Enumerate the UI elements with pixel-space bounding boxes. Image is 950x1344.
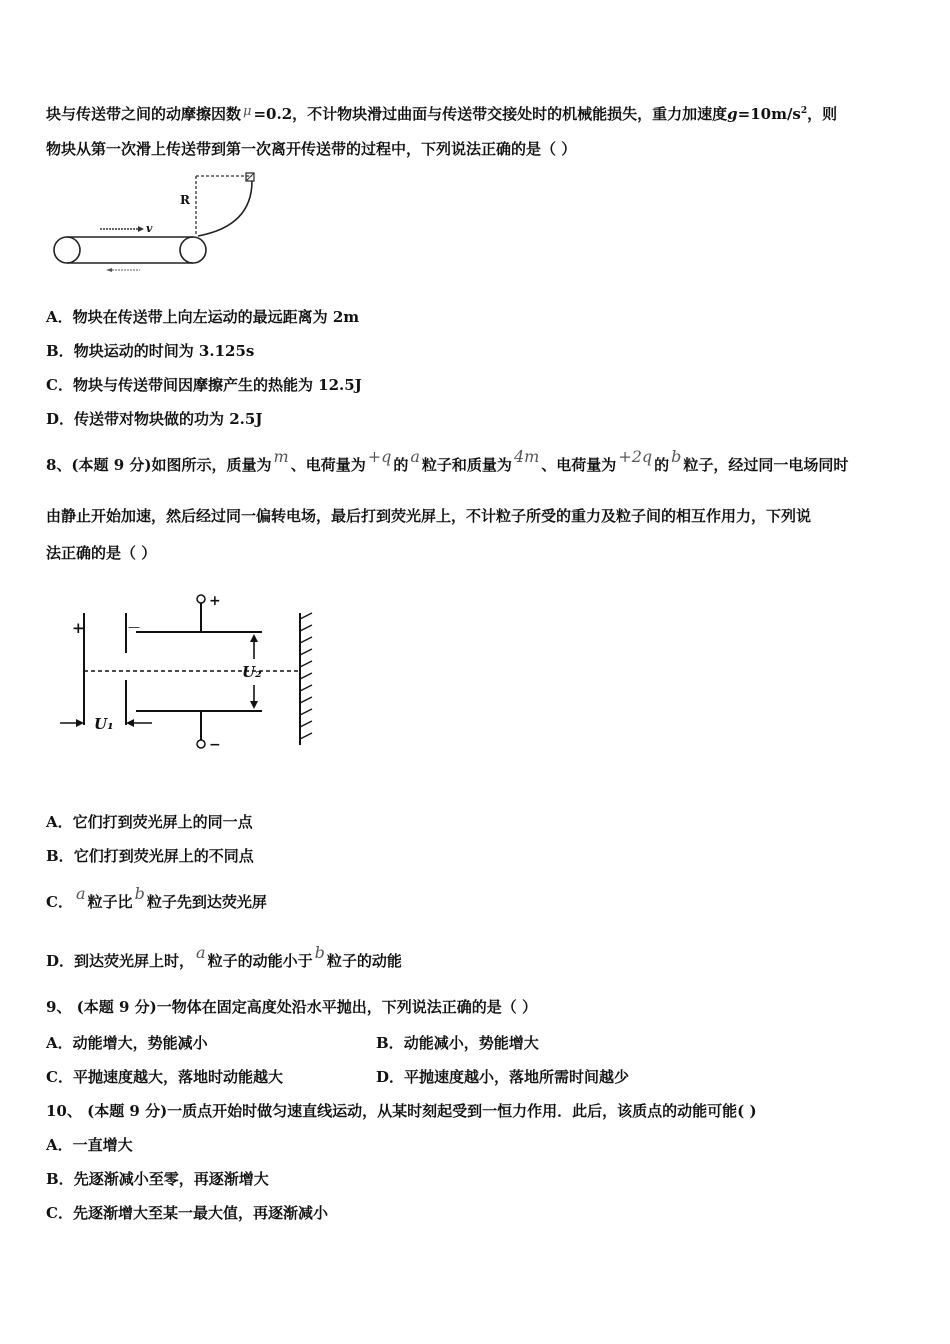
q8-option-c: C． a 粒子比 b 粒子先到达荧光屏 (46, 884, 267, 911)
q7-option-d: D．传送带对物块做的功为 2.5J (46, 410, 263, 428)
q9-option-b: B．动能减小，势能增大 (376, 1034, 539, 1052)
q9-stem: 9、 (本题 9 分)一物体在固定高度处沿水平抛出，下列说法正确的是（ ） (46, 998, 537, 1016)
q8-stem-line2: 由静止开始加速，然后经过同一偏转电场，最后打到荧光屏上，不计粒子所受的重力及粒子间的相互作用力，下列说 (46, 507, 812, 525)
left-roller (54, 237, 80, 263)
q10-stem: 10、 (本题 9 分)一质点开始时做匀速直线运动，从某时刻起受到一恒力作用．此后，该质点的动能可能( ) (46, 1102, 757, 1120)
u2-label: U₂ (242, 663, 262, 681)
symbol-b: b (314, 943, 325, 962)
terminal-minus (197, 740, 205, 748)
g-symbol: g (727, 105, 738, 123)
u1-label: U₁ (94, 715, 114, 733)
symbol-a: a (410, 447, 420, 466)
symbol-m: m (273, 447, 289, 466)
q10-option-a: A．一直增大 (46, 1136, 133, 1154)
q7-option-b: B．物块运动的时间为 3.125s (46, 342, 255, 360)
electric-field-figure (44, 585, 324, 775)
right-roller (180, 237, 206, 263)
q7-option-c: C．物块与传送带间因摩擦产生的热能为 12.5J (46, 376, 362, 394)
symbol-a: a (196, 943, 206, 962)
terminal-plus (197, 595, 205, 603)
q10-option-b: B．先逐渐减小至零，再逐渐增大 (46, 1170, 269, 1188)
velocity-label: v (146, 222, 153, 235)
symbol-plus-q: +q (367, 447, 392, 466)
conveyor-figure (48, 170, 263, 275)
q7-stem-line1: 块与传送带之间的动摩擦因数 μ =0.2，不计物块滑过曲面与传送带交接处时的机械能损失，重力加速度$g=10m/s^2$，则 (46, 104, 838, 123)
q8-option-a: A．它们打到荧光屏上的同一点 (46, 813, 253, 831)
symbol-b: b (671, 447, 682, 466)
accel-minus-sign: — (128, 620, 140, 634)
screen-hatching (300, 613, 312, 739)
q8-option-b: B．它们打到荧光屏上的不同点 (46, 847, 254, 865)
q8-stem-line3: 法正确的是（ ） (46, 544, 157, 562)
curved-surface (198, 181, 252, 236)
q10-option-c: C．先逐渐增大至某一最大值，再逐渐减小 (46, 1204, 328, 1222)
terminal-minus-label: − (209, 737, 221, 753)
symbol-plus-2q: +2q (618, 447, 653, 466)
q8-stem-line1: 8、(本题 9 分)如图所示，质量为 m 、电荷量为 +q 的 a 粒子和质量为 4m 、电荷量为 +2q 的 b 粒子，经过同一电场同时 (46, 447, 849, 474)
symbol-b: b (134, 884, 145, 903)
accel-plus-sign: + (72, 619, 85, 637)
terminal-plus-label: + (209, 593, 221, 609)
q7-stem-line2: 物块从第一次滑上传送带到第一次离开传送带的过程中，下列说法正确的是（ ） (46, 140, 577, 158)
mu-symbol: μ (243, 104, 252, 119)
q9-option-c: C．平抛速度越大，落地时动能越大 (46, 1068, 283, 1086)
symbol-a: a (76, 884, 86, 903)
q9-option-a: A．动能增大，势能减小 (46, 1034, 208, 1052)
q7-option-a: A．物块在传送带上向左运动的最远距离为 2m (46, 308, 360, 326)
radius-label: R (180, 193, 190, 207)
q8-option-d: D．到达荧光屏上时， a 粒子的动能小于 b 粒子的动能 (46, 943, 402, 970)
q9-option-d: D．平抛速度越小，落地所需时间越少 (376, 1068, 630, 1086)
symbol-4m: 4m (513, 447, 540, 466)
